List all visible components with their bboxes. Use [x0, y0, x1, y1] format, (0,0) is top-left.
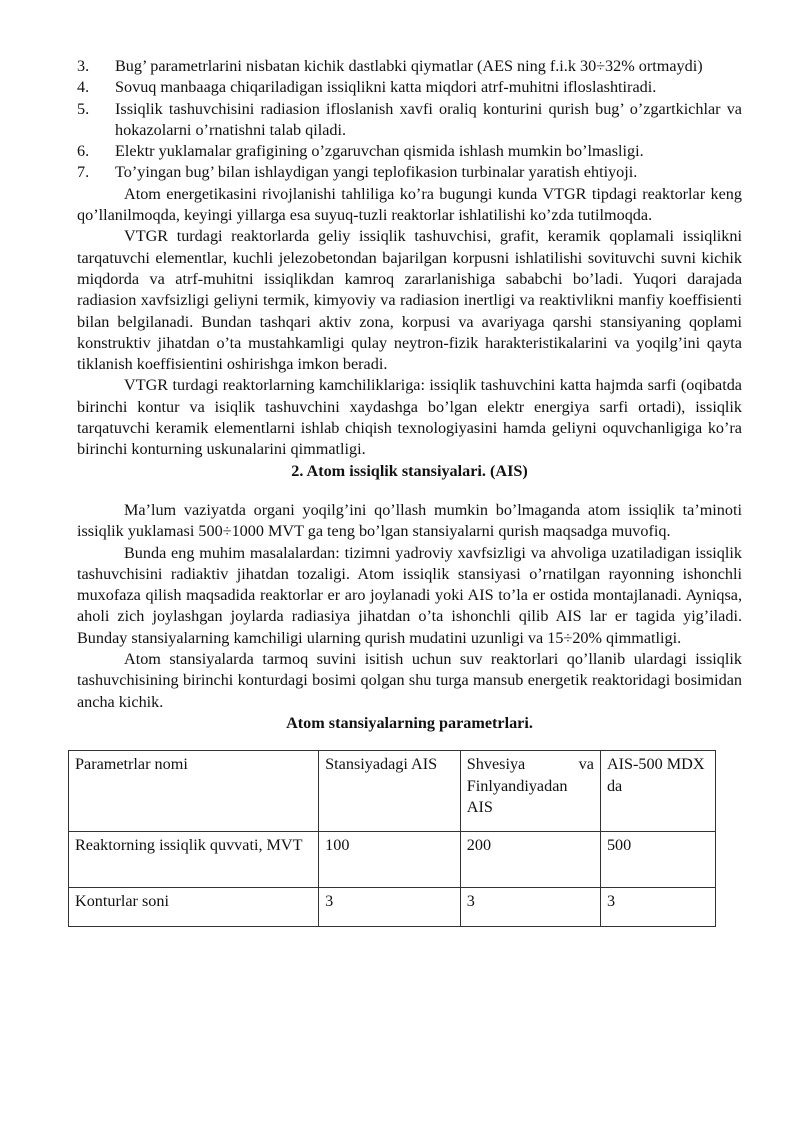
table-header-cell: AIS-500 MDX da	[600, 751, 715, 832]
parameters-table	[68, 750, 716, 927]
table-cell: 3	[460, 888, 600, 927]
table-cell: Konturlar soni	[69, 888, 319, 927]
list-number: 4.	[77, 78, 90, 97]
list-text: Issiqlik tashuvchisini radiasion ifloslanish xavfi oraliq konturini qurish bug’ o’zgartkichlar va hokazolarni o’rnatishni talab qiladi.	[115, 99, 742, 139]
list-number: 3.	[77, 57, 90, 75]
list-item	[77, 99, 742, 142]
table-header-cell: Shvesiya va Finlyandiyadan AIS	[460, 751, 600, 832]
table-row	[69, 832, 716, 888]
list-text: To’yingan bug’ bilan ishlaydigan yangi teplofikasion turbinalar yaratish ehtiyoji.	[115, 163, 638, 182]
list-item	[77, 56, 742, 77]
list-item	[77, 77, 742, 98]
table-cell: 100	[319, 832, 461, 888]
list-text: Elektr yuklamalar grafigining o’zgaruvchan qismida ishlash mumkin bo’lmasligi.	[115, 142, 644, 161]
list-number: 5.	[77, 99, 90, 118]
list-item	[77, 162, 742, 183]
table-header-cell: Stansiyadagi AIS	[319, 751, 461, 832]
list-text: Sovuq manbaaga chiqariladigan issiqlikni katta miqdori atrf-muhitni ifloslashtiradi.	[115, 78, 657, 97]
table-header-row	[69, 751, 716, 832]
list-item	[77, 141, 742, 162]
table-header-cell: Parametrlar nomi	[69, 751, 319, 832]
table-cell: Reaktorning issiqlik quvvati, MVT	[69, 832, 319, 888]
paragraph: Atom energetikasini rivojlanishi tahliliga ko’ra bugungi kunda VTGR tipdagi reaktorlar keng qo’llanilmoqda, keyingi yillarga esa suyuq-tuzli reaktorlar ishlatilishi ko’zda tutilmoqda.	[77, 184, 742, 225]
table-caption: Atom stansiyalarning parametrlari.	[286, 713, 533, 732]
list-number: 6.	[77, 142, 90, 161]
paragraph: Bunda eng muhim masalalardan: tizimni yadroviy xavfsizligi va ahvoliga uzatiladigan issiqlik tashuvchisini radiaktiv jihatdan tozaligi. Atom issiqlik stansiyasi o’rnatilgan rayonning ishonchli muxofaza qilish maqsadida reaktorlar er aro joylanadi yoki AIS to’la er ostida montajlanadi. Ayniqsa, aholi zich joylashgan joylarda radiasiya jihatdan o’ta ishonchli qilib AIS lar er tagida yig’iladi. Bunday stansiyalarning kamchiligi ularning qurish mudatini uzunligi va 15÷20% qimmatligi.	[77, 543, 742, 647]
table-cell: 500	[600, 832, 715, 888]
table-row	[69, 888, 716, 927]
table-cell: 3	[600, 888, 715, 927]
document-page	[77, 56, 742, 927]
paragraph: VTGR turdagi reaktorlarning kamchiliklariga: issiqlik tashuvchini katta hajmda sarfi (oqibatda birinchi kontur va isiqlik tashuvchini xaydashga bo’lgan elektr energiya sarfi ortadi), issiqlik tarqatuvchi keramik elementlarni ishlab chiqish texnologiyasini hamda geliyni oquvchanligiga ko’ra birinchi konturning uskunalarini qimmatligi.	[77, 376, 742, 459]
table-cell: 200	[460, 832, 600, 888]
paragraph: Ma’lum vaziyatda organi yoqilg’ini qo’llash mumkin bo’lmaganda atom issiqlik ta’minoti issiqlik yuklamasi 500÷1000 MVT ga teng bo’lgan stansiyalarni qurish maqsadga muvofiq.	[77, 500, 742, 541]
list-number: 7.	[77, 163, 90, 182]
list-text: Bug’ parametrlarini nisbatan kichik dastlabki qiymatlar (AES ning f.i.k 30÷32% ortmaydi)	[115, 57, 703, 75]
table-cell: 3	[319, 888, 461, 927]
paragraph: VTGR turdagi reaktorlarda geliy issiqlik tashuvchisi, grafit, keramik qoplamali issiqlikni tarqatuvchi elementlar, kuchli jelezobetondan bajarilgan korpusni ishlatilishi sovituvchi suvni kichik miqdorda va atrf-muhitni issiqlikdan kamroq zararlanishiga sababchi bo’ladi. Yuqori darajada radiasion xavfsizligi geliyni termik, kimyoviy va radiasion inertligi va reaktivlikni manfiy koeffisienti bilan belgilanadi. Bundan tashqari aktiv zona, korpusi va avariyaga qarshi stansiyaning qoplami konstruktiv jihatdan o’ta mustahkamligi qulay neytron-fizik harakteristikalarini va yoqilg’ini qayta tiklanish koeffisientini oshirishga imkon beradi.	[77, 227, 742, 374]
paragraph: Atom stansiyalarda tarmoq suvini isitish uchun suv reaktorlari qo’llanib ulardagi issiqlik tashuvchisining birinchi konturdagi bosimi qolgan shu turga mansub energetik reaktoridagi bosimidan ancha kichik.	[77, 650, 742, 711]
section-heading: 2. Atom issiqlik stansiyalari. (AIS)	[291, 461, 528, 480]
numbered-list	[77, 56, 742, 184]
